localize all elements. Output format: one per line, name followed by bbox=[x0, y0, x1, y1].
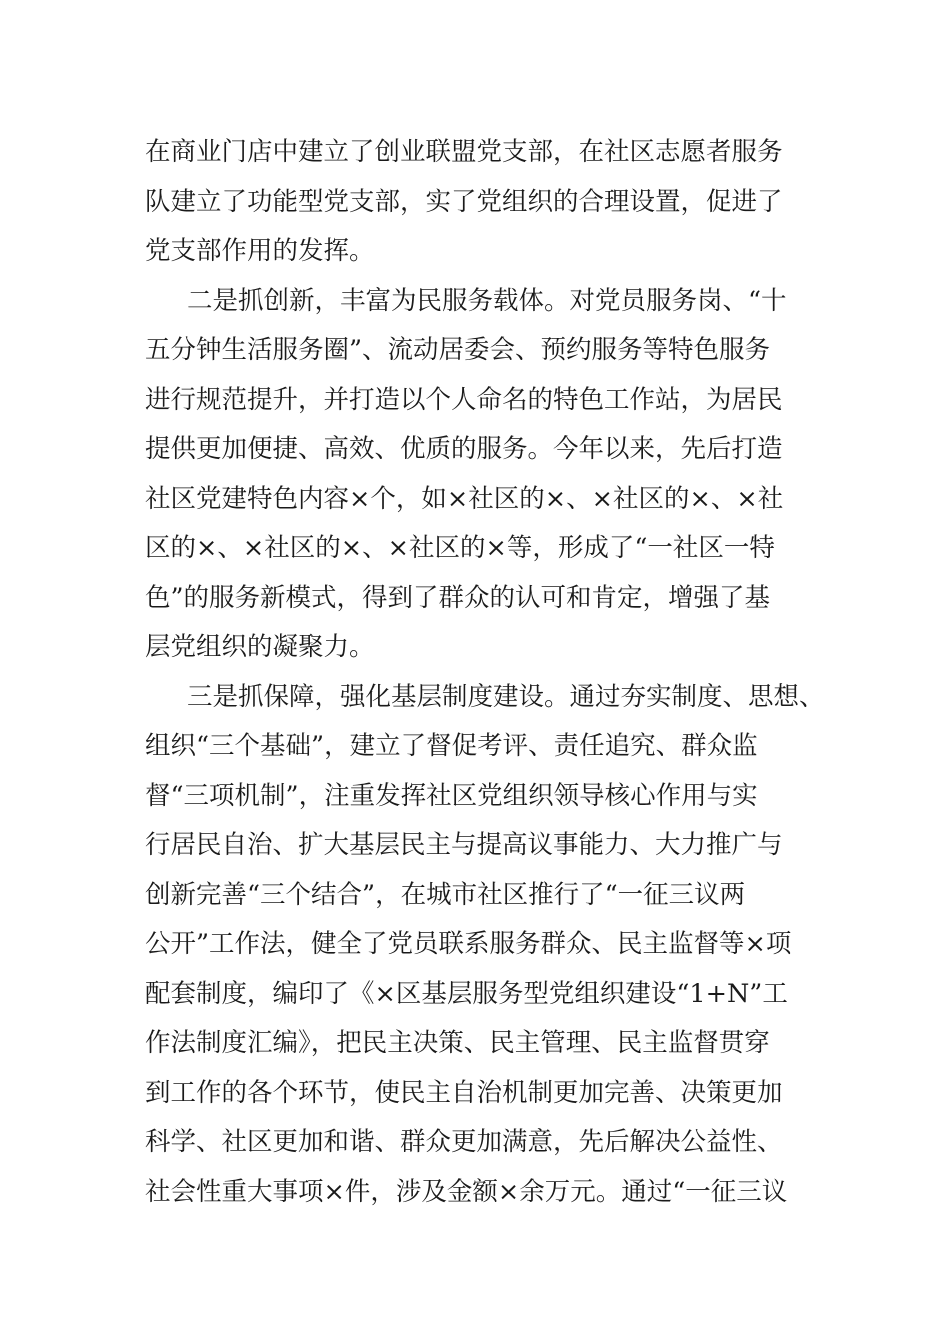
text-line: 色”的服务新模式，得到了群众的认可和肯定，增强了基 bbox=[145, 582, 771, 613]
text-line: 督“三项机制”，注重发挥社区党组织领导核心作用与实 bbox=[145, 780, 758, 811]
text-line: 区的×、×社区的×、×社区的×等，形成了“一社区一特 bbox=[145, 533, 775, 563]
document-body bbox=[145, 128, 825, 1217]
text-line: 作法制度汇编》，把民主决策、民主管理、民主监督贯穿 bbox=[145, 1028, 770, 1058]
text-line: 提供更加便捷、高效、优质的服务。今年以来，先后打造 bbox=[145, 434, 783, 464]
text-line: 队建立了功能型党支部，实了党组织的合理设置，促进了 bbox=[145, 186, 783, 217]
text-line: 公开”工作法，健全了党员联系服务群众、民主监督等×项 bbox=[145, 929, 792, 959]
text-line: 创新完善“三个结合”，在城市社区推行了“一征三议两 bbox=[145, 879, 746, 910]
text-line: 进行规范提升，并打造以个人命名的特色工作站，为居民 bbox=[145, 384, 783, 415]
text-line: 五分钟生活服务圈”、流动居委会、预约服务等特色服务 bbox=[145, 335, 771, 365]
text-line: 配套制度，编印了《×区基层服务型党组织建设“1+N”工 bbox=[145, 978, 788, 1009]
paragraph-start-line: 二是抓创新，丰富为民服务载体。对党员服务岗、“十 bbox=[187, 285, 787, 316]
paragraph-start-line: 三是抓保障，强化基层制度建设。通过夯实制度、思想、 bbox=[187, 681, 825, 712]
text-line: 到工作的各个环节，使民主自治机制更加完善、决策更加 bbox=[145, 1077, 783, 1108]
text-line: 行居民自治、扩大基层民主与提高议事能力、大力推广与 bbox=[145, 830, 783, 860]
text-line: 科学、社区更加和谐、群众更加满意，先后解决公益性、 bbox=[145, 1127, 783, 1157]
text-line: 组织“三个基础”，建立了督促考评、责任追究、群众监 bbox=[145, 731, 758, 761]
text-line: 在商业门店中建立了创业联盟党支部，在社区志愿者服务 bbox=[145, 137, 783, 167]
text-line: 层党组织的凝聚力。 bbox=[145, 632, 375, 662]
text-line: 社会性重大事项×件，涉及金额×余万元。通过“一征三议 bbox=[145, 1176, 788, 1207]
text-line: 党支部作用的发挥。 bbox=[145, 236, 375, 266]
text-line: 社区党建特色内容×个，如×社区的×、×社区的×、×社 bbox=[145, 483, 784, 514]
